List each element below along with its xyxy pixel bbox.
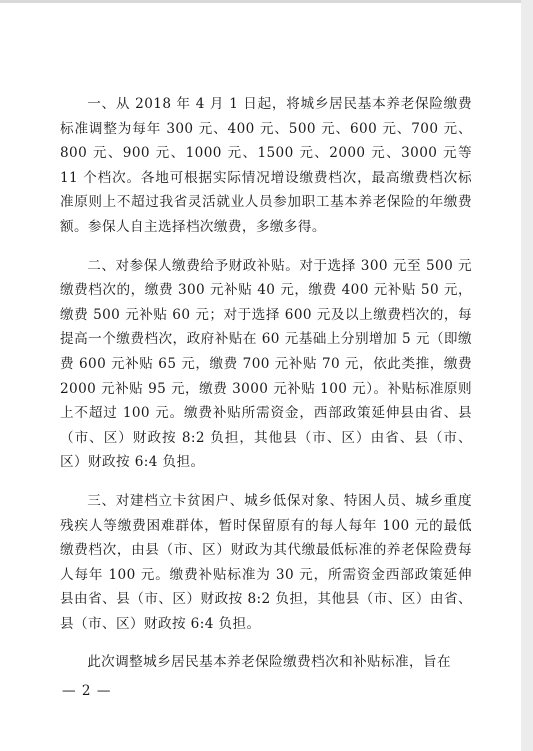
page-number: — 2 — (62, 683, 112, 699)
page-right-edge (521, 0, 533, 751)
paragraph-fiscal-subsidy: 二、对参保人缴费给予财政补贴。对于选择 300 元至 500 元缴费档次的，缴费 300 元补贴 40 元，缴费 400 元补贴 50 元，缴费 500 元补贴 60 元；对于选择 600 元及以上缴费档次的，每提高一个缴费档次，政府补贴在 60 元基础上分别增加 5 元（即缴费 600 元补贴 65 元，缴费 700 元补贴 70 元，依此类推，缴费 2000 元补贴 95 元，缴费 3000 元补贴 100 元）。补贴标准原则上不超过 100 元。缴费补贴所需资金，西部政策延伸县由省、县（市、区）财政按 8:2 负担，其他县（市、区）由省、县（市、区）财政按 6:4 负担。 (60, 257, 472, 471)
page-top-border (0, 0, 533, 3)
paragraph-adjustment-purpose: 此次调整城乡居民基本养老保险缴费档次和补贴标准，旨在 (87, 654, 452, 671)
paragraph-hardship-groups: 三、对建档立卡贫困户、城乡低保对象、特困人员、城乡重度残疾人等缴费困难群体，暂时保留原有的每人每年 100 元的最低缴费档次，由县（市、区）财政为其代缴最低标准的养老保险费每人每年 100 元。缴费补贴标准为 30 元，所需资金西部政策延伸县由省、县（市、区）财政按 8:2 负担，其他县（市、区）由省、县（市、区）财政按 6:4 负担。 (60, 492, 472, 632)
paragraph-contribution-levels: 一、从 2018 年 4 月 1 日起，将城乡居民基本养老保险缴费标准调整为每年 300 元、400 元、500 元、600 元、700 元、800 元、900 元、1000 元、1500 元、2000 元、3000 元等 11 个档次。各地可根据实际情况增设缴费档次，最高缴费档次标准原则上不超过我省灵活就业人员参加职工基本养老保险的年缴费额。参保人自主选择档次缴费，多缴多得。 (60, 96, 472, 235)
document-body (60, 92, 472, 689)
